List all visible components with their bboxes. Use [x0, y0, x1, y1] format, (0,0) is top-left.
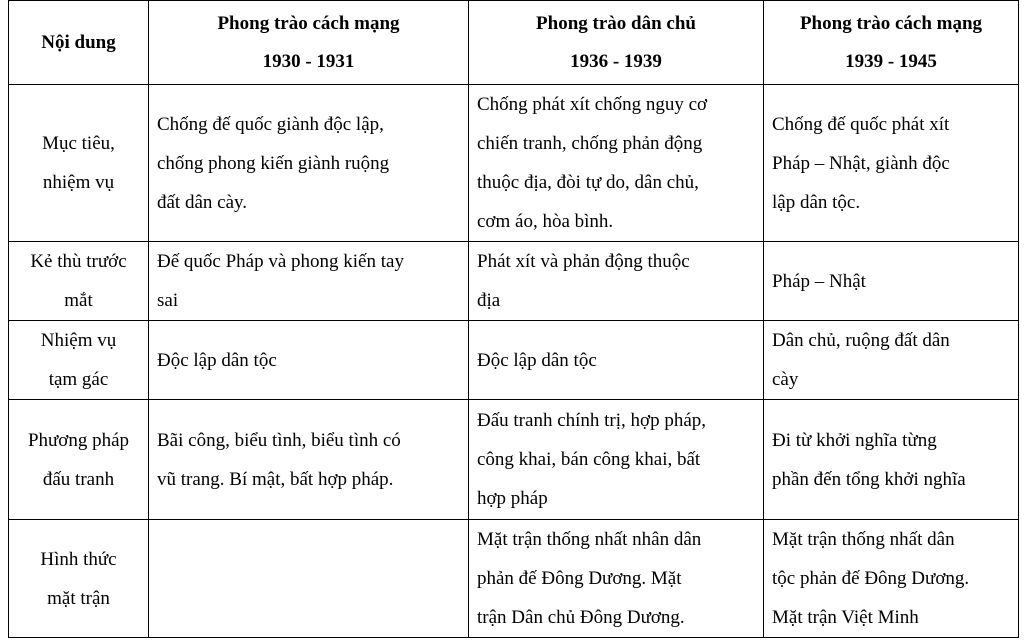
row-label-line: Nhiệm vụ [40, 330, 117, 351]
table-cell [149, 242, 469, 321]
header-movement-1939 [764, 1, 1019, 85]
cell-line: hợp pháp [477, 488, 548, 509]
cell-line: Mặt trận thống nhất dân [772, 529, 955, 550]
table-cell [469, 400, 764, 520]
table-cell [764, 520, 1019, 638]
row-label-line: Phương pháp [27, 429, 130, 451]
cell-line: Đế quốc Pháp và phong kiến tay [157, 251, 404, 272]
cell-line: trận Dân chủ Đông Dương. [477, 607, 685, 628]
cell-line: Mặt trận Việt Minh [772, 607, 919, 628]
cell-line: Đấu tranh chính trị, hợp pháp, [477, 410, 707, 431]
row-label-line: Kẻ thù trước [30, 251, 127, 272]
cell-line: Dân chủ, ruộng đất dân [772, 330, 950, 351]
cell-line: phản đế Đông Dương. Mặt [477, 568, 682, 589]
row-postponed-tasks [9, 321, 1019, 400]
cell-line: cày [772, 369, 799, 390]
table-cell [764, 321, 1019, 400]
row-label-line: tạm gác [48, 369, 109, 390]
cell-line: Bãi công, biểu tình, biểu tình có [157, 429, 401, 451]
row-struggle-methods [9, 400, 1019, 520]
header-content-label: Nội dung [41, 31, 116, 53]
row-label [9, 400, 149, 520]
cell-line: lập dân tộc. [772, 191, 861, 213]
cell-line: tộc phản đế Đông Dương. [772, 568, 970, 589]
row-label-line: Hình thức [40, 548, 117, 570]
cell-line: sai [157, 290, 179, 311]
header-movement-1936 [469, 1, 764, 85]
header-movement-1936-title: Phong trào dân chủ [536, 12, 696, 34]
header-row [9, 1, 1019, 85]
row-label [9, 85, 149, 242]
row-goals [9, 85, 1019, 242]
cell-line: Chống đế quốc giành độc lập, [157, 113, 384, 135]
cell-line: thuộc địa, đòi tự do, dân chủ, [477, 172, 699, 193]
row-label [9, 321, 149, 400]
cell-line: chiến tranh, chống phản động [477, 133, 703, 154]
cell-line: đất dân cày. [157, 191, 248, 213]
table-cell [469, 520, 764, 638]
row-label-line: nhiệm vụ [42, 172, 115, 193]
cell-line: công khai, bán công khai, bất [477, 449, 701, 470]
header-movement-1930 [149, 1, 469, 85]
comparison-table [8, 0, 1019, 638]
cell-line: chống phong kiến giành ruộng [157, 152, 390, 174]
row-label-line: đấu tranh [42, 468, 115, 490]
table-cell [149, 400, 469, 520]
row-front-forms [9, 520, 1019, 638]
table-cell [469, 242, 764, 321]
cell-line: cơm áo, hòa bình. [477, 211, 614, 232]
header-movement-1939-years: 1939 - 1945 [845, 50, 937, 72]
row-label [9, 242, 149, 321]
cell-line: Chống phát xít chống nguy cơ [477, 94, 708, 115]
cell-line: Pháp – Nhật [772, 270, 866, 292]
table-cell-empty [149, 520, 469, 638]
header-movement-1930-years: 1930 - 1931 [262, 50, 355, 72]
cell-line: Độc lập dân tộc [157, 349, 277, 371]
cell-line: Chống đế quốc phát xít [772, 113, 950, 135]
cell-line: phần đến tổng khởi nghĩa [772, 468, 966, 490]
cell-line: Pháp – Nhật, giành độc [772, 152, 950, 174]
header-movement-1930-title: Phong trào cách mạng [217, 12, 400, 34]
table-cell [764, 85, 1019, 242]
cell-line: Đi từ khởi nghĩa từng [772, 429, 937, 451]
cell-line: Độc lập dân tộc [477, 349, 597, 371]
row-label [9, 520, 149, 638]
table-cell [149, 321, 469, 400]
table-cell [764, 400, 1019, 520]
row-label-line: mắt [64, 290, 93, 311]
row-label-line: mặt trận [47, 587, 110, 609]
header-movement-1936-years: 1936 - 1939 [570, 50, 662, 72]
cell-line: vũ trang. Bí mật, bất hợp pháp. [157, 468, 394, 490]
header-movement-1939-title: Phong trào cách mạng [799, 12, 983, 34]
cell-line: Phát xít và phản động thuộc [477, 251, 690, 272]
row-label-line: Mục tiêu, [42, 133, 115, 154]
table-cell [469, 85, 764, 242]
table-cell [764, 242, 1019, 321]
row-enemy [9, 242, 1019, 321]
cell-line: địa [477, 290, 501, 311]
cell-line: Mặt trận thống nhất nhân dân [477, 529, 702, 550]
table-cell [149, 85, 469, 242]
header-content [9, 1, 149, 85]
table-cell [469, 321, 764, 400]
